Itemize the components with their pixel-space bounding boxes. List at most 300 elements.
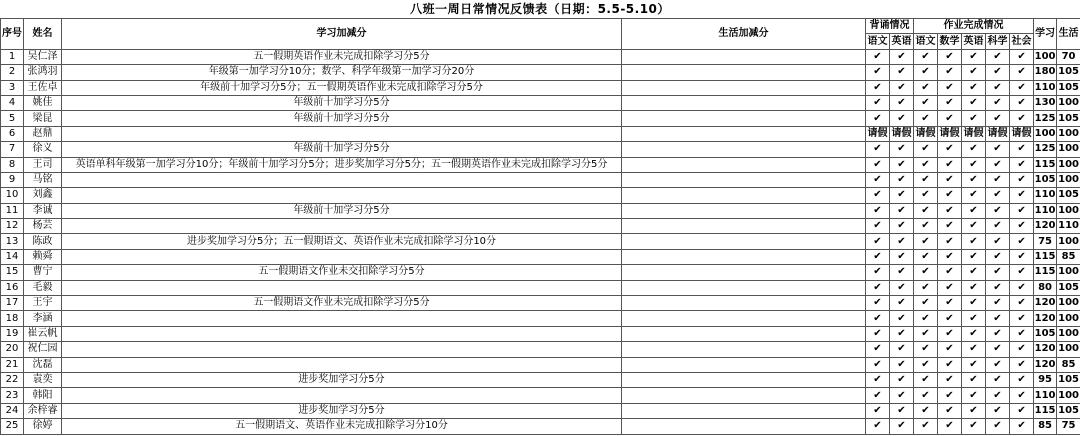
row-name[interactable]: 徐义 (24, 142, 62, 157)
row-mark-hw-english[interactable]: ✔ (962, 326, 986, 341)
row-study-score[interactable]: 115 (1034, 157, 1057, 172)
row-life-score[interactable]: 75 (1057, 419, 1080, 434)
row-mark-hw-math[interactable]: ✔ (938, 326, 962, 341)
row-mark-hw-chinese[interactable]: ✔ (914, 265, 938, 280)
row-mark-hw-chinese[interactable]: ✔ (914, 111, 938, 126)
row-index[interactable]: 9 (1, 172, 24, 187)
row-mark-hw-science[interactable]: ✔ (986, 357, 1010, 372)
row-mark-recite-chinese[interactable]: ✔ (866, 372, 890, 387)
row-mark-hw-math[interactable]: ✔ (938, 188, 962, 203)
row-life-bonus[interactable] (622, 311, 866, 326)
row-mark-hw-english[interactable]: 请假 (962, 126, 986, 141)
row-mark-hw-chinese[interactable]: ✔ (914, 172, 938, 187)
row-mark-recite-chinese[interactable]: ✔ (866, 311, 890, 326)
row-index[interactable]: 16 (1, 280, 24, 295)
row-study-bonus[interactable] (62, 249, 622, 264)
row-mark-recite-english[interactable]: ✔ (890, 372, 914, 387)
row-index[interactable]: 20 (1, 342, 24, 357)
row-mark-recite-chinese[interactable]: ✔ (866, 296, 890, 311)
row-study-score[interactable]: 100 (1034, 126, 1057, 141)
row-mark-hw-math[interactable]: ✔ (938, 49, 962, 64)
row-life-score[interactable]: 85 (1057, 249, 1080, 264)
row-mark-hw-science[interactable]: ✔ (986, 111, 1010, 126)
row-life-bonus[interactable] (622, 357, 866, 372)
row-mark-recite-chinese[interactable]: ✔ (866, 142, 890, 157)
row-mark-hw-chinese[interactable]: ✔ (914, 157, 938, 172)
row-mark-hw-science[interactable]: ✔ (986, 419, 1010, 434)
row-index[interactable]: 10 (1, 188, 24, 203)
row-life-score[interactable]: 100 (1057, 126, 1080, 141)
row-name[interactable]: 陈政 (24, 234, 62, 249)
row-life-bonus[interactable] (622, 126, 866, 141)
row-mark-recite-chinese[interactable]: ✔ (866, 203, 890, 218)
row-mark-hw-english[interactable]: ✔ (962, 372, 986, 387)
row-mark-hw-science[interactable]: ✔ (986, 342, 1010, 357)
row-life-score[interactable]: 85 (1057, 357, 1080, 372)
table-row[interactable] (1, 372, 1080, 387)
row-mark-hw-science[interactable]: ✔ (986, 65, 1010, 80)
row-mark-recite-chinese[interactable]: 请假 (866, 126, 890, 141)
row-mark-hw-english[interactable]: ✔ (962, 357, 986, 372)
row-name[interactable]: 余梓睿 (24, 403, 62, 418)
row-life-bonus[interactable] (622, 49, 866, 64)
row-life-bonus[interactable] (622, 142, 866, 157)
row-mark-hw-english[interactable]: ✔ (962, 95, 986, 110)
row-mark-recite-english[interactable]: ✔ (890, 65, 914, 80)
row-name[interactable]: 赵鼎 (24, 126, 62, 141)
row-study-bonus[interactable] (62, 388, 622, 403)
row-mark-recite-chinese[interactable]: ✔ (866, 80, 890, 95)
table-row[interactable] (1, 126, 1080, 141)
row-study-bonus[interactable]: 五一假期语文作业未交扣除学习分5分 (62, 265, 622, 280)
row-mark-hw-social[interactable]: ✔ (1010, 296, 1034, 311)
row-name[interactable]: 曹宁 (24, 265, 62, 280)
row-study-bonus[interactable] (62, 126, 622, 141)
row-mark-recite-english[interactable]: ✔ (890, 419, 914, 434)
row-mark-hw-science[interactable]: ✔ (986, 219, 1010, 234)
row-mark-recite-chinese[interactable]: ✔ (866, 280, 890, 295)
row-mark-hw-science[interactable]: ✔ (986, 80, 1010, 95)
row-mark-hw-chinese[interactable]: ✔ (914, 342, 938, 357)
row-study-bonus[interactable] (62, 311, 622, 326)
row-mark-hw-social[interactable]: ✔ (1010, 49, 1034, 64)
row-life-bonus[interactable] (622, 249, 866, 264)
table-row[interactable] (1, 142, 1080, 157)
row-mark-hw-social[interactable]: ✔ (1010, 403, 1034, 418)
row-mark-hw-english[interactable]: ✔ (962, 65, 986, 80)
row-study-bonus[interactable]: 五一假期语文作业未完成扣除学习分5分 (62, 296, 622, 311)
row-mark-hw-social[interactable]: ✔ (1010, 95, 1034, 110)
row-mark-hw-math[interactable]: ✔ (938, 80, 962, 95)
table-row[interactable] (1, 172, 1080, 187)
row-life-bonus[interactable] (622, 188, 866, 203)
table-row[interactable] (1, 296, 1080, 311)
table-row[interactable] (1, 265, 1080, 280)
row-study-score[interactable]: 110 (1034, 80, 1057, 95)
row-mark-hw-science[interactable]: ✔ (986, 157, 1010, 172)
row-life-bonus[interactable] (622, 95, 866, 110)
row-name[interactable]: 毛毅 (24, 280, 62, 295)
row-mark-hw-social[interactable]: ✔ (1010, 249, 1034, 264)
table-row[interactable] (1, 111, 1080, 126)
row-index[interactable]: 2 (1, 65, 24, 80)
row-mark-recite-english[interactable]: ✔ (890, 111, 914, 126)
row-study-score[interactable]: 80 (1034, 280, 1057, 295)
row-mark-hw-english[interactable]: ✔ (962, 172, 986, 187)
table-row[interactable] (1, 203, 1080, 218)
row-mark-hw-math[interactable]: ✔ (938, 280, 962, 295)
row-study-bonus[interactable]: 进步奖加学习分5分 (62, 372, 622, 387)
row-mark-recite-chinese[interactable]: ✔ (866, 234, 890, 249)
row-mark-hw-science[interactable]: ✔ (986, 49, 1010, 64)
row-mark-hw-science[interactable]: ✔ (986, 403, 1010, 418)
row-index[interactable]: 17 (1, 296, 24, 311)
row-mark-recite-chinese[interactable]: ✔ (866, 65, 890, 80)
row-mark-hw-math[interactable]: ✔ (938, 357, 962, 372)
row-study-bonus[interactable] (62, 280, 622, 295)
row-name[interactable]: 崔云帆 (24, 326, 62, 341)
row-mark-hw-english[interactable]: ✔ (962, 403, 986, 418)
row-name[interactable]: 赖舜 (24, 249, 62, 264)
row-mark-recite-chinese[interactable]: ✔ (866, 403, 890, 418)
row-mark-recite-chinese[interactable]: ✔ (866, 357, 890, 372)
row-mark-hw-math[interactable]: ✔ (938, 249, 962, 264)
row-mark-hw-social[interactable]: ✔ (1010, 65, 1034, 80)
row-study-score[interactable]: 105 (1034, 326, 1057, 341)
row-mark-hw-science[interactable]: ✔ (986, 326, 1010, 341)
row-life-bonus[interactable] (622, 265, 866, 280)
row-life-score[interactable]: 100 (1057, 172, 1080, 187)
row-mark-recite-chinese[interactable]: ✔ (866, 249, 890, 264)
row-study-score[interactable]: 75 (1034, 234, 1057, 249)
row-study-score[interactable]: 110 (1034, 203, 1057, 218)
table-row[interactable] (1, 419, 1080, 434)
row-mark-hw-science[interactable]: ✔ (986, 280, 1010, 295)
row-life-bonus[interactable] (622, 326, 866, 341)
row-mark-hw-math[interactable]: ✔ (938, 142, 962, 157)
row-name[interactable]: 杨芸 (24, 219, 62, 234)
table-row[interactable] (1, 403, 1080, 418)
row-index[interactable]: 18 (1, 311, 24, 326)
row-index[interactable]: 22 (1, 372, 24, 387)
row-mark-recite-english[interactable]: ✔ (890, 157, 914, 172)
row-mark-recite-chinese[interactable]: ✔ (866, 49, 890, 64)
row-mark-hw-chinese[interactable]: ✔ (914, 49, 938, 64)
row-mark-hw-social[interactable]: ✔ (1010, 172, 1034, 187)
row-name[interactable]: 姚佳 (24, 95, 62, 110)
row-life-score[interactable]: 105 (1057, 111, 1080, 126)
table-row[interactable] (1, 326, 1080, 341)
row-mark-hw-math[interactable]: ✔ (938, 219, 962, 234)
row-study-score[interactable]: 115 (1034, 403, 1057, 418)
row-name[interactable]: 梁昆 (24, 111, 62, 126)
row-study-bonus[interactable] (62, 326, 622, 341)
row-mark-hw-chinese[interactable]: ✔ (914, 234, 938, 249)
row-mark-hw-social[interactable]: ✔ (1010, 80, 1034, 95)
row-life-score[interactable]: 100 (1057, 157, 1080, 172)
row-mark-hw-english[interactable]: ✔ (962, 296, 986, 311)
row-mark-recite-english[interactable]: ✔ (890, 203, 914, 218)
row-life-score[interactable]: 105 (1057, 188, 1080, 203)
row-mark-hw-science[interactable]: ✔ (986, 296, 1010, 311)
row-life-score[interactable]: 105 (1057, 403, 1080, 418)
row-mark-hw-social[interactable]: ✔ (1010, 157, 1034, 172)
row-mark-hw-english[interactable]: ✔ (962, 234, 986, 249)
row-mark-hw-science[interactable]: ✔ (986, 188, 1010, 203)
row-mark-recite-english[interactable]: ✔ (890, 357, 914, 372)
row-mark-recite-chinese[interactable]: ✔ (866, 95, 890, 110)
row-mark-hw-math[interactable]: ✔ (938, 296, 962, 311)
row-study-score[interactable]: 130 (1034, 95, 1057, 110)
row-study-bonus[interactable] (62, 172, 622, 187)
row-mark-hw-social[interactable]: 请假 (1010, 126, 1034, 141)
row-mark-hw-science[interactable]: ✔ (986, 172, 1010, 187)
row-index[interactable]: 12 (1, 219, 24, 234)
row-mark-hw-english[interactable]: ✔ (962, 157, 986, 172)
row-life-bonus[interactable] (622, 403, 866, 418)
row-life-score[interactable]: 105 (1057, 65, 1080, 80)
row-mark-recite-chinese[interactable]: ✔ (866, 388, 890, 403)
table-row[interactable] (1, 219, 1080, 234)
row-mark-recite-english[interactable]: ✔ (890, 311, 914, 326)
row-mark-hw-social[interactable]: ✔ (1010, 265, 1034, 280)
row-life-score[interactable]: 110 (1057, 219, 1080, 234)
row-mark-recite-english[interactable]: ✔ (890, 296, 914, 311)
row-study-score[interactable]: 100 (1034, 49, 1057, 64)
row-life-score[interactable]: 100 (1057, 342, 1080, 357)
row-index[interactable]: 1 (1, 49, 24, 64)
row-mark-hw-english[interactable]: ✔ (962, 249, 986, 264)
row-mark-hw-math[interactable]: ✔ (938, 419, 962, 434)
row-mark-hw-chinese[interactable]: ✔ (914, 388, 938, 403)
row-mark-hw-chinese[interactable]: ✔ (914, 311, 938, 326)
row-life-bonus[interactable] (622, 372, 866, 387)
row-mark-hw-math[interactable]: ✔ (938, 95, 962, 110)
row-name[interactable]: 袁奕 (24, 372, 62, 387)
row-study-score[interactable]: 120 (1034, 311, 1057, 326)
row-mark-hw-social[interactable]: ✔ (1010, 419, 1034, 434)
row-mark-hw-english[interactable]: ✔ (962, 80, 986, 95)
row-index[interactable]: 4 (1, 95, 24, 110)
row-study-score[interactable]: 120 (1034, 357, 1057, 372)
table-row[interactable] (1, 188, 1080, 203)
row-mark-hw-social[interactable]: ✔ (1010, 142, 1034, 157)
table-row[interactable] (1, 49, 1080, 64)
row-mark-hw-english[interactable]: ✔ (962, 388, 986, 403)
row-index[interactable]: 5 (1, 111, 24, 126)
row-study-score[interactable]: 110 (1034, 188, 1057, 203)
row-life-score[interactable]: 100 (1057, 265, 1080, 280)
row-mark-recite-english[interactable]: ✔ (890, 80, 914, 95)
table-row[interactable] (1, 342, 1080, 357)
row-study-score[interactable]: 110 (1034, 388, 1057, 403)
row-mark-hw-social[interactable]: ✔ (1010, 234, 1034, 249)
row-study-bonus[interactable]: 进步奖加学习分5分；五一假期语文、英语作业未完成扣除学习分10分 (62, 234, 622, 249)
row-mark-hw-math[interactable]: ✔ (938, 157, 962, 172)
row-study-score[interactable]: 85 (1034, 419, 1057, 434)
row-life-score[interactable]: 100 (1057, 203, 1080, 218)
row-life-bonus[interactable] (622, 219, 866, 234)
row-mark-hw-science[interactable]: ✔ (986, 249, 1010, 264)
row-mark-recite-chinese[interactable]: ✔ (866, 342, 890, 357)
row-mark-recite-english[interactable]: ✔ (890, 172, 914, 187)
row-mark-hw-science[interactable]: ✔ (986, 372, 1010, 387)
row-life-score[interactable]: 105 (1057, 372, 1080, 387)
row-mark-hw-math[interactable]: ✔ (938, 311, 962, 326)
row-mark-recite-english[interactable]: ✔ (890, 326, 914, 341)
row-study-bonus[interactable] (62, 219, 622, 234)
row-mark-hw-english[interactable]: ✔ (962, 342, 986, 357)
row-name[interactable]: 王宇 (24, 296, 62, 311)
row-mark-hw-chinese[interactable]: ✔ (914, 142, 938, 157)
row-mark-hw-social[interactable]: ✔ (1010, 311, 1034, 326)
row-life-bonus[interactable] (622, 157, 866, 172)
row-name[interactable]: 张鸿羽 (24, 65, 62, 80)
row-study-score[interactable]: 120 (1034, 219, 1057, 234)
row-life-bonus[interactable] (622, 234, 866, 249)
row-life-score[interactable]: 70 (1057, 49, 1080, 64)
row-life-bonus[interactable] (622, 111, 866, 126)
row-mark-hw-english[interactable]: ✔ (962, 311, 986, 326)
table-row[interactable] (1, 234, 1080, 249)
row-index[interactable]: 13 (1, 234, 24, 249)
row-life-score[interactable]: 100 (1057, 95, 1080, 110)
row-mark-recite-chinese[interactable]: ✔ (866, 326, 890, 341)
row-mark-hw-social[interactable]: ✔ (1010, 326, 1034, 341)
row-life-bonus[interactable] (622, 296, 866, 311)
row-life-bonus[interactable] (622, 419, 866, 434)
row-mark-hw-science[interactable]: ✔ (986, 95, 1010, 110)
row-study-score[interactable]: 115 (1034, 265, 1057, 280)
row-mark-hw-chinese[interactable]: ✔ (914, 372, 938, 387)
row-mark-recite-english[interactable]: ✔ (890, 342, 914, 357)
row-mark-hw-english[interactable]: ✔ (962, 419, 986, 434)
row-mark-hw-science[interactable]: ✔ (986, 234, 1010, 249)
row-life-score[interactable]: 100 (1057, 326, 1080, 341)
row-mark-recite-chinese[interactable]: ✔ (866, 157, 890, 172)
row-mark-hw-math[interactable]: ✔ (938, 342, 962, 357)
row-index[interactable]: 21 (1, 357, 24, 372)
table-row[interactable] (1, 388, 1080, 403)
row-name[interactable]: 马铭 (24, 172, 62, 187)
row-name[interactable]: 韩阳 (24, 388, 62, 403)
row-study-score[interactable]: 95 (1034, 372, 1057, 387)
row-life-bonus[interactable] (622, 203, 866, 218)
row-mark-hw-science[interactable]: 请假 (986, 126, 1010, 141)
row-life-bonus[interactable] (622, 280, 866, 295)
row-name[interactable]: 李涵 (24, 311, 62, 326)
row-index[interactable]: 11 (1, 203, 24, 218)
row-life-bonus[interactable] (622, 388, 866, 403)
row-mark-recite-english[interactable]: ✔ (890, 49, 914, 64)
row-mark-recite-chinese[interactable]: ✔ (866, 111, 890, 126)
row-study-score[interactable]: 105 (1034, 172, 1057, 187)
table-row[interactable] (1, 249, 1080, 264)
row-mark-hw-chinese[interactable]: ✔ (914, 203, 938, 218)
row-mark-hw-english[interactable]: ✔ (962, 111, 986, 126)
row-mark-hw-chinese[interactable]: ✔ (914, 419, 938, 434)
row-life-score[interactable]: 105 (1057, 80, 1080, 95)
row-mark-recite-english[interactable]: ✔ (890, 188, 914, 203)
row-mark-hw-english[interactable]: ✔ (962, 265, 986, 280)
row-mark-hw-english[interactable]: ✔ (962, 49, 986, 64)
row-mark-hw-social[interactable]: ✔ (1010, 188, 1034, 203)
row-study-score[interactable]: 120 (1034, 342, 1057, 357)
row-study-bonus[interactable]: 五一假期语文、英语作业未完成扣除学习分10分 (62, 419, 622, 434)
row-mark-hw-science[interactable]: ✔ (986, 203, 1010, 218)
row-index[interactable]: 3 (1, 80, 24, 95)
row-life-score[interactable]: 100 (1057, 234, 1080, 249)
row-life-score[interactable]: 100 (1057, 296, 1080, 311)
row-mark-hw-social[interactable]: ✔ (1010, 357, 1034, 372)
row-study-bonus[interactable]: 年级前十加学习分5分 (62, 111, 622, 126)
row-study-score[interactable]: 125 (1034, 111, 1057, 126)
row-mark-recite-english[interactable]: ✔ (890, 234, 914, 249)
row-mark-hw-math[interactable]: ✔ (938, 372, 962, 387)
row-index[interactable]: 19 (1, 326, 24, 341)
table-row[interactable] (1, 357, 1080, 372)
row-mark-hw-chinese[interactable]: ✔ (914, 80, 938, 95)
row-study-bonus[interactable]: 年级前十加学习分5分；五一假期英语作业未完成扣除学习分5分 (62, 80, 622, 95)
row-mark-hw-math[interactable]: ✔ (938, 403, 962, 418)
row-study-bonus[interactable]: 年级前十加学习分5分 (62, 142, 622, 157)
row-mark-hw-social[interactable]: ✔ (1010, 111, 1034, 126)
row-mark-hw-chinese[interactable]: ✔ (914, 95, 938, 110)
row-study-score[interactable]: 125 (1034, 142, 1057, 157)
row-study-bonus[interactable]: 进步奖加学习分5分 (62, 403, 622, 418)
row-mark-hw-chinese[interactable]: ✔ (914, 326, 938, 341)
row-mark-hw-science[interactable]: ✔ (986, 311, 1010, 326)
row-mark-hw-math[interactable]: ✔ (938, 65, 962, 80)
row-mark-hw-science[interactable]: ✔ (986, 388, 1010, 403)
row-mark-recite-english[interactable]: ✔ (890, 142, 914, 157)
row-mark-hw-science[interactable]: ✔ (986, 265, 1010, 280)
row-mark-recite-chinese[interactable]: ✔ (866, 219, 890, 234)
row-mark-hw-social[interactable]: ✔ (1010, 280, 1034, 295)
row-name[interactable]: 吴仁泽 (24, 49, 62, 64)
row-study-score[interactable]: 115 (1034, 249, 1057, 264)
row-index[interactable]: 23 (1, 388, 24, 403)
row-life-bonus[interactable] (622, 342, 866, 357)
row-mark-hw-social[interactable]: ✔ (1010, 203, 1034, 218)
row-mark-recite-english[interactable]: ✔ (890, 249, 914, 264)
row-mark-hw-chinese[interactable]: ✔ (914, 219, 938, 234)
row-life-score[interactable]: 100 (1057, 388, 1080, 403)
row-mark-hw-english[interactable]: ✔ (962, 219, 986, 234)
row-mark-hw-math[interactable]: 请假 (938, 126, 962, 141)
row-life-score[interactable]: 100 (1057, 142, 1080, 157)
row-mark-recite-english[interactable]: ✔ (890, 403, 914, 418)
row-mark-hw-math[interactable]: ✔ (938, 203, 962, 218)
row-name[interactable]: 刘鑫 (24, 188, 62, 203)
row-name[interactable]: 王司 (24, 157, 62, 172)
row-mark-hw-chinese[interactable]: ✔ (914, 280, 938, 295)
row-index[interactable]: 14 (1, 249, 24, 264)
row-life-score[interactable]: 100 (1057, 311, 1080, 326)
row-mark-recite-english[interactable]: ✔ (890, 219, 914, 234)
row-index[interactable]: 25 (1, 419, 24, 434)
row-name[interactable]: 李诚 (24, 203, 62, 218)
row-mark-recite-english[interactable]: ✔ (890, 388, 914, 403)
row-name[interactable]: 徐婷 (24, 419, 62, 434)
row-mark-recite-english[interactable]: ✔ (890, 95, 914, 110)
row-mark-recite-chinese[interactable]: ✔ (866, 265, 890, 280)
row-mark-hw-math[interactable]: ✔ (938, 234, 962, 249)
table-row[interactable] (1, 95, 1080, 110)
row-mark-recite-chinese[interactable]: ✔ (866, 419, 890, 434)
row-mark-hw-chinese[interactable]: ✔ (914, 403, 938, 418)
table-row[interactable] (1, 157, 1080, 172)
